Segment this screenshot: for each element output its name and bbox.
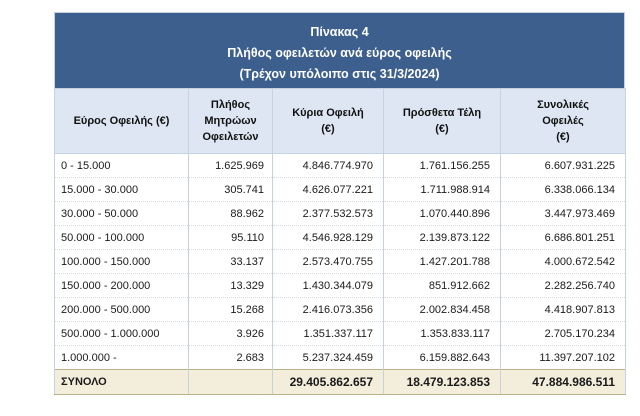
cell-fees: 1.761.156.255 [384, 154, 501, 178]
header-count-line1: Πλήθος [210, 99, 251, 111]
table-subtitle: (Τρέχον υπόλοιπο στις 31/3/2024) [239, 67, 440, 81]
total-principal: 29.405.862.657 [273, 370, 384, 395]
cell-fees: 2.002.834.458 [384, 298, 501, 322]
cell-fees: 1.070.440.896 [384, 202, 501, 226]
debt-table-container [54, 12, 625, 395]
header-principal [273, 89, 384, 154]
cell-principal: 5.237.324.459 [273, 346, 384, 370]
cell-range: 15.000 - 30.000 [55, 178, 189, 202]
table-row [55, 154, 626, 178]
header-total [501, 89, 626, 154]
cell-count: 3.926 [189, 322, 273, 346]
table-row [55, 346, 626, 370]
cell-total: 3.447.973.469 [501, 202, 626, 226]
header-principal-line1: Κύρια Οφειλή [292, 107, 364, 119]
table-row [55, 274, 626, 298]
cell-count: 305.741 [189, 178, 273, 202]
header-debtor-count [189, 89, 273, 154]
table-title-block [54, 12, 625, 88]
cell-principal: 2.573.470.755 [273, 250, 384, 274]
cell-count: 2.683 [189, 346, 273, 370]
cell-principal: 4.626.077.221 [273, 178, 384, 202]
cell-fees: 6.159.882.643 [384, 346, 501, 370]
cell-range: 200.000 - 500.000 [55, 298, 189, 322]
cell-count: 1.625.969 [189, 154, 273, 178]
header-fees [384, 89, 501, 154]
table-title: Πλήθος οφειλετών ανά εύρος οφειλής [227, 46, 452, 60]
table-number: Πίνακας 4 [310, 25, 369, 39]
cell-total: 6.686.801.251 [501, 226, 626, 250]
cell-range: 100.000 - 150.000 [55, 250, 189, 274]
total-label: ΣΥΝΟΛΟ [55, 370, 189, 395]
cell-fees: 1.427.201.788 [384, 250, 501, 274]
cell-principal: 2.416.073.356 [273, 298, 384, 322]
cell-count: 15.268 [189, 298, 273, 322]
header-row [55, 89, 626, 154]
header-debt-range-label: Εύρος Οφειλής (€) [73, 115, 170, 127]
cell-principal: 2.377.532.573 [273, 202, 384, 226]
cell-count: 88.962 [189, 202, 273, 226]
cell-range: 0 - 15.000 [55, 154, 189, 178]
header-total-line3: (€) [556, 131, 570, 143]
cell-total: 4.418.907.813 [501, 298, 626, 322]
header-count-line3: Οφειλετών [202, 131, 259, 143]
table-row [55, 226, 626, 250]
totals-row [55, 370, 626, 395]
cell-range: 1.000.000 - [55, 346, 189, 370]
cell-total: 4.000.672.542 [501, 250, 626, 274]
table-row [55, 250, 626, 274]
table-row [55, 298, 626, 322]
cell-total: 6.607.931.225 [501, 154, 626, 178]
table-row [55, 322, 626, 346]
header-count-line2: Μητρώων [204, 115, 257, 127]
cell-fees: 1.711.988.914 [384, 178, 501, 202]
cell-count: 33.137 [189, 250, 273, 274]
cell-count: 95.110 [189, 226, 273, 250]
cell-principal: 4.546.928.129 [273, 226, 384, 250]
table-row [55, 178, 626, 202]
cell-fees: 2.139.873.122 [384, 226, 501, 250]
header-debt-range [55, 89, 189, 154]
header-total-line2: Οφειλές [542, 115, 584, 127]
cell-principal: 1.430.344.079 [273, 274, 384, 298]
cell-range: 150.000 - 200.000 [55, 274, 189, 298]
cell-total: 6.338.066.134 [501, 178, 626, 202]
cell-fees: 851.912.662 [384, 274, 501, 298]
cell-count: 13.329 [189, 274, 273, 298]
total-count [189, 370, 273, 395]
header-fees-line2: (€) [435, 123, 449, 135]
cell-range: 500.000 - 1.000.000 [55, 322, 189, 346]
header-principal-line2: (€) [321, 123, 335, 135]
header-fees-line1: Πρόσθετα Τέλη [402, 107, 482, 119]
cell-principal: 4.846.774.970 [273, 154, 384, 178]
cell-principal: 1.351.337.117 [273, 322, 384, 346]
cell-fees: 1.353.833.117 [384, 322, 501, 346]
cell-range: 30.000 - 50.000 [55, 202, 189, 226]
cell-total: 11.397.207.102 [501, 346, 626, 370]
header-total-line1: Συνολικές [537, 99, 589, 111]
total-total: 47.884.986.511 [501, 370, 626, 395]
cell-total: 2.705.170.234 [501, 322, 626, 346]
cell-range: 50.000 - 100.000 [55, 226, 189, 250]
cell-total: 2.282.256.740 [501, 274, 626, 298]
total-fees: 18.479.123.853 [384, 370, 501, 395]
table-row [55, 202, 626, 226]
debtors-table [54, 88, 626, 395]
